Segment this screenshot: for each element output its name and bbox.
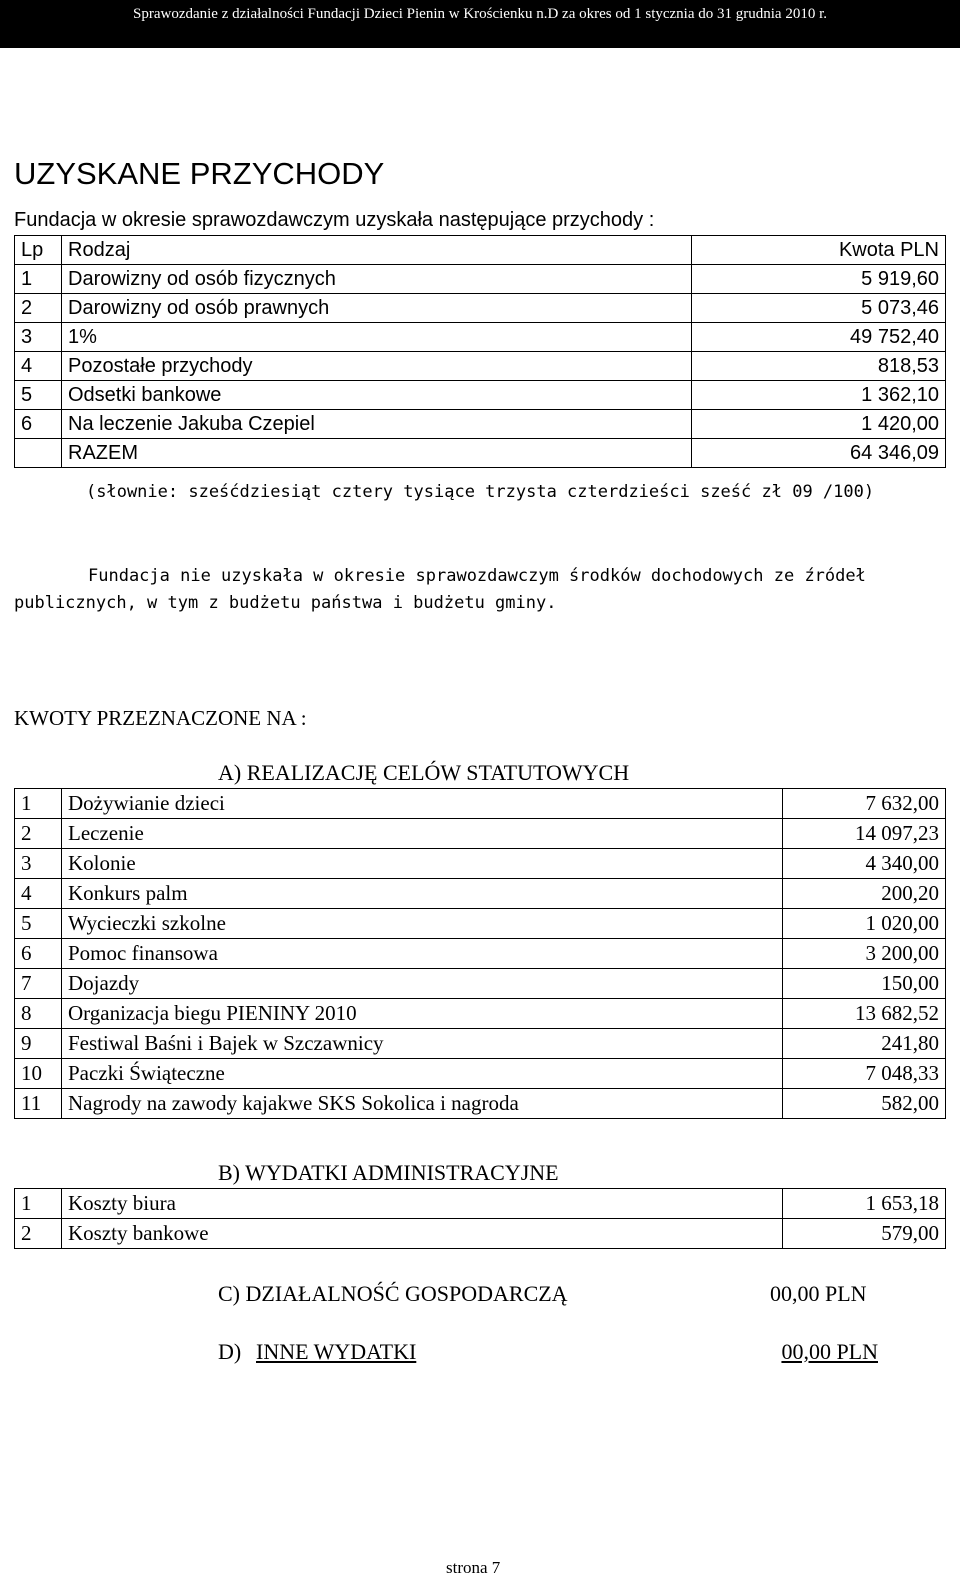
table-row	[15, 939, 946, 969]
row-name: Leczenie	[62, 819, 783, 849]
row-amount: 1 020,00	[783, 909, 946, 939]
page-number: strona 7	[446, 1558, 501, 1577]
row-amount: 1 420,00	[692, 410, 946, 439]
row-lp: 2	[15, 1219, 62, 1249]
row-lp: 4	[15, 879, 62, 909]
column-header-lp: Lp	[15, 236, 62, 265]
row-name: Konkurs palm	[62, 879, 783, 909]
row-amount: 4 340,00	[783, 849, 946, 879]
row-amount: 3 200,00	[783, 939, 946, 969]
row-name: Darowizny od osób fizycznych	[62, 265, 692, 294]
table-row	[15, 1089, 946, 1119]
row-amount: 582,00	[783, 1089, 946, 1119]
total-label: RAZEM	[62, 439, 692, 468]
row-amount: 200,20	[783, 879, 946, 909]
row-amount: 1 362,10	[692, 381, 946, 410]
row-name: Organizacja biegu PIENINY 2010	[62, 999, 783, 1029]
row-lp: 1	[15, 1189, 62, 1219]
table-row	[15, 381, 946, 410]
section-b-title: B) WYDATKI ADMINISTRACYJNE	[218, 1160, 559, 1185]
table-row	[15, 294, 946, 323]
row-amount: 241,80	[783, 1029, 946, 1059]
row-name: 1%	[62, 323, 692, 352]
row-amount: 1 653,18	[783, 1189, 946, 1219]
allocation-title: KWOTY PRZEZNACZONE NA :	[14, 706, 307, 730]
row-lp: 1	[15, 265, 62, 294]
table-row	[15, 819, 946, 849]
row-lp: 6	[15, 939, 62, 969]
row-amount: 5 073,46	[692, 294, 946, 323]
row-name: Koszty biura	[62, 1189, 783, 1219]
row-lp: 8	[15, 999, 62, 1029]
row-name: Pomoc finansowa	[62, 939, 783, 969]
row-amount: 150,00	[783, 969, 946, 999]
table-row	[15, 999, 946, 1029]
section-c-amount: 00,00 PLN	[770, 1281, 867, 1306]
table-row	[15, 909, 946, 939]
row-lp: 4	[15, 352, 62, 381]
row-name: Festiwal Baśni i Bajek w Szczawnicy	[62, 1029, 783, 1059]
section-d-prefix: D)	[218, 1339, 242, 1364]
column-header-amount: Kwota PLN	[692, 236, 946, 265]
statutory-expenses-table	[14, 788, 946, 1119]
row-lp: 9	[15, 1029, 62, 1059]
row-lp: 2	[15, 294, 62, 323]
row-name: Dojazdy	[62, 969, 783, 999]
amount-in-words: (słownie: sześćdziesiąt cztery tysiące trzysta czterdzieści sześć zł 09 /100)	[86, 482, 875, 502]
row-amount: 818,53	[692, 352, 946, 381]
row-lp: 2	[15, 819, 62, 849]
row-name: Paczki Świąteczne	[62, 1059, 783, 1089]
table-row	[15, 1219, 946, 1249]
row-lp: 1	[15, 789, 62, 819]
section-a-title: A) REALIZACJĘ CELÓW STATUTOWYCH	[218, 760, 630, 785]
table-row	[15, 323, 946, 352]
row-lp: 3	[15, 323, 62, 352]
table-header-row	[15, 236, 946, 265]
column-header-type: Rodzaj	[62, 236, 692, 265]
section-c-title: C) DZIAŁALNOŚĆ GOSPODARCZĄ	[218, 1281, 568, 1306]
row-amount: 7 632,00	[783, 789, 946, 819]
total-row	[15, 439, 946, 468]
row-name: Darowizny od osób prawnych	[62, 294, 692, 323]
row-name: Kolonie	[62, 849, 783, 879]
table-row	[15, 789, 946, 819]
table-row	[15, 410, 946, 439]
table-row	[15, 265, 946, 294]
section-d-amount: 00,00 PLN	[781, 1339, 878, 1364]
row-lp: 5	[15, 381, 62, 410]
public-funds-note-line2: publicznych, w tym z budżetu państwa i budżetu gminy.	[14, 593, 557, 613]
row-amount: 14 097,23	[783, 819, 946, 849]
page-header-text: Sprawozdanie z działalności Fundacji Dzieci Pienin w Krościenku n.D za okres od 1 stycznia do 31 grudnia 2010 r.	[133, 6, 827, 22]
table-row	[15, 969, 946, 999]
table-row	[15, 1189, 946, 1219]
row-name: Pozostałe przychody	[62, 352, 692, 381]
row-amount: 49 752,40	[692, 323, 946, 352]
income-title: UZYSKANE PRZYCHODY	[14, 156, 385, 191]
row-lp: 6	[15, 410, 62, 439]
total-amount: 64 346,09	[692, 439, 946, 468]
row-amount: 13 682,52	[783, 999, 946, 1029]
row-lp: 11	[15, 1089, 62, 1119]
row-amount: 5 919,60	[692, 265, 946, 294]
table-row	[15, 1029, 946, 1059]
row-name: Nagrody na zawody kajakwe SKS Sokolica i nagroda	[62, 1089, 783, 1119]
row-lp: 5	[15, 909, 62, 939]
row-name: Odsetki bankowe	[62, 381, 692, 410]
section-d-title: INNE WYDATKI	[256, 1339, 417, 1364]
income-intro: Fundacja w okresie sprawozdawczym uzyskała następujące przychody :	[14, 209, 655, 231]
row-name: Dożywianie dzieci	[62, 789, 783, 819]
row-lp: 3	[15, 849, 62, 879]
row-amount: 579,00	[783, 1219, 946, 1249]
row-amount: 7 048,33	[783, 1059, 946, 1089]
table-row	[15, 352, 946, 381]
row-name: Na leczenie Jakuba Czepiel	[62, 410, 692, 439]
table-row	[15, 879, 946, 909]
row-name: Koszty bankowe	[62, 1219, 783, 1249]
income-table	[14, 235, 946, 468]
row-lp: 7	[15, 969, 62, 999]
row-lp: 10	[15, 1059, 62, 1089]
table-row	[15, 1059, 946, 1089]
public-funds-note-line1: Fundacja nie uzyskała w okresie sprawozdawczym środków dochodowych ze źródeł	[88, 566, 866, 586]
row-name: Wycieczki szkolne	[62, 909, 783, 939]
table-row	[15, 849, 946, 879]
admin-expenses-table	[14, 1188, 946, 1249]
total-lp-empty	[15, 439, 62, 468]
